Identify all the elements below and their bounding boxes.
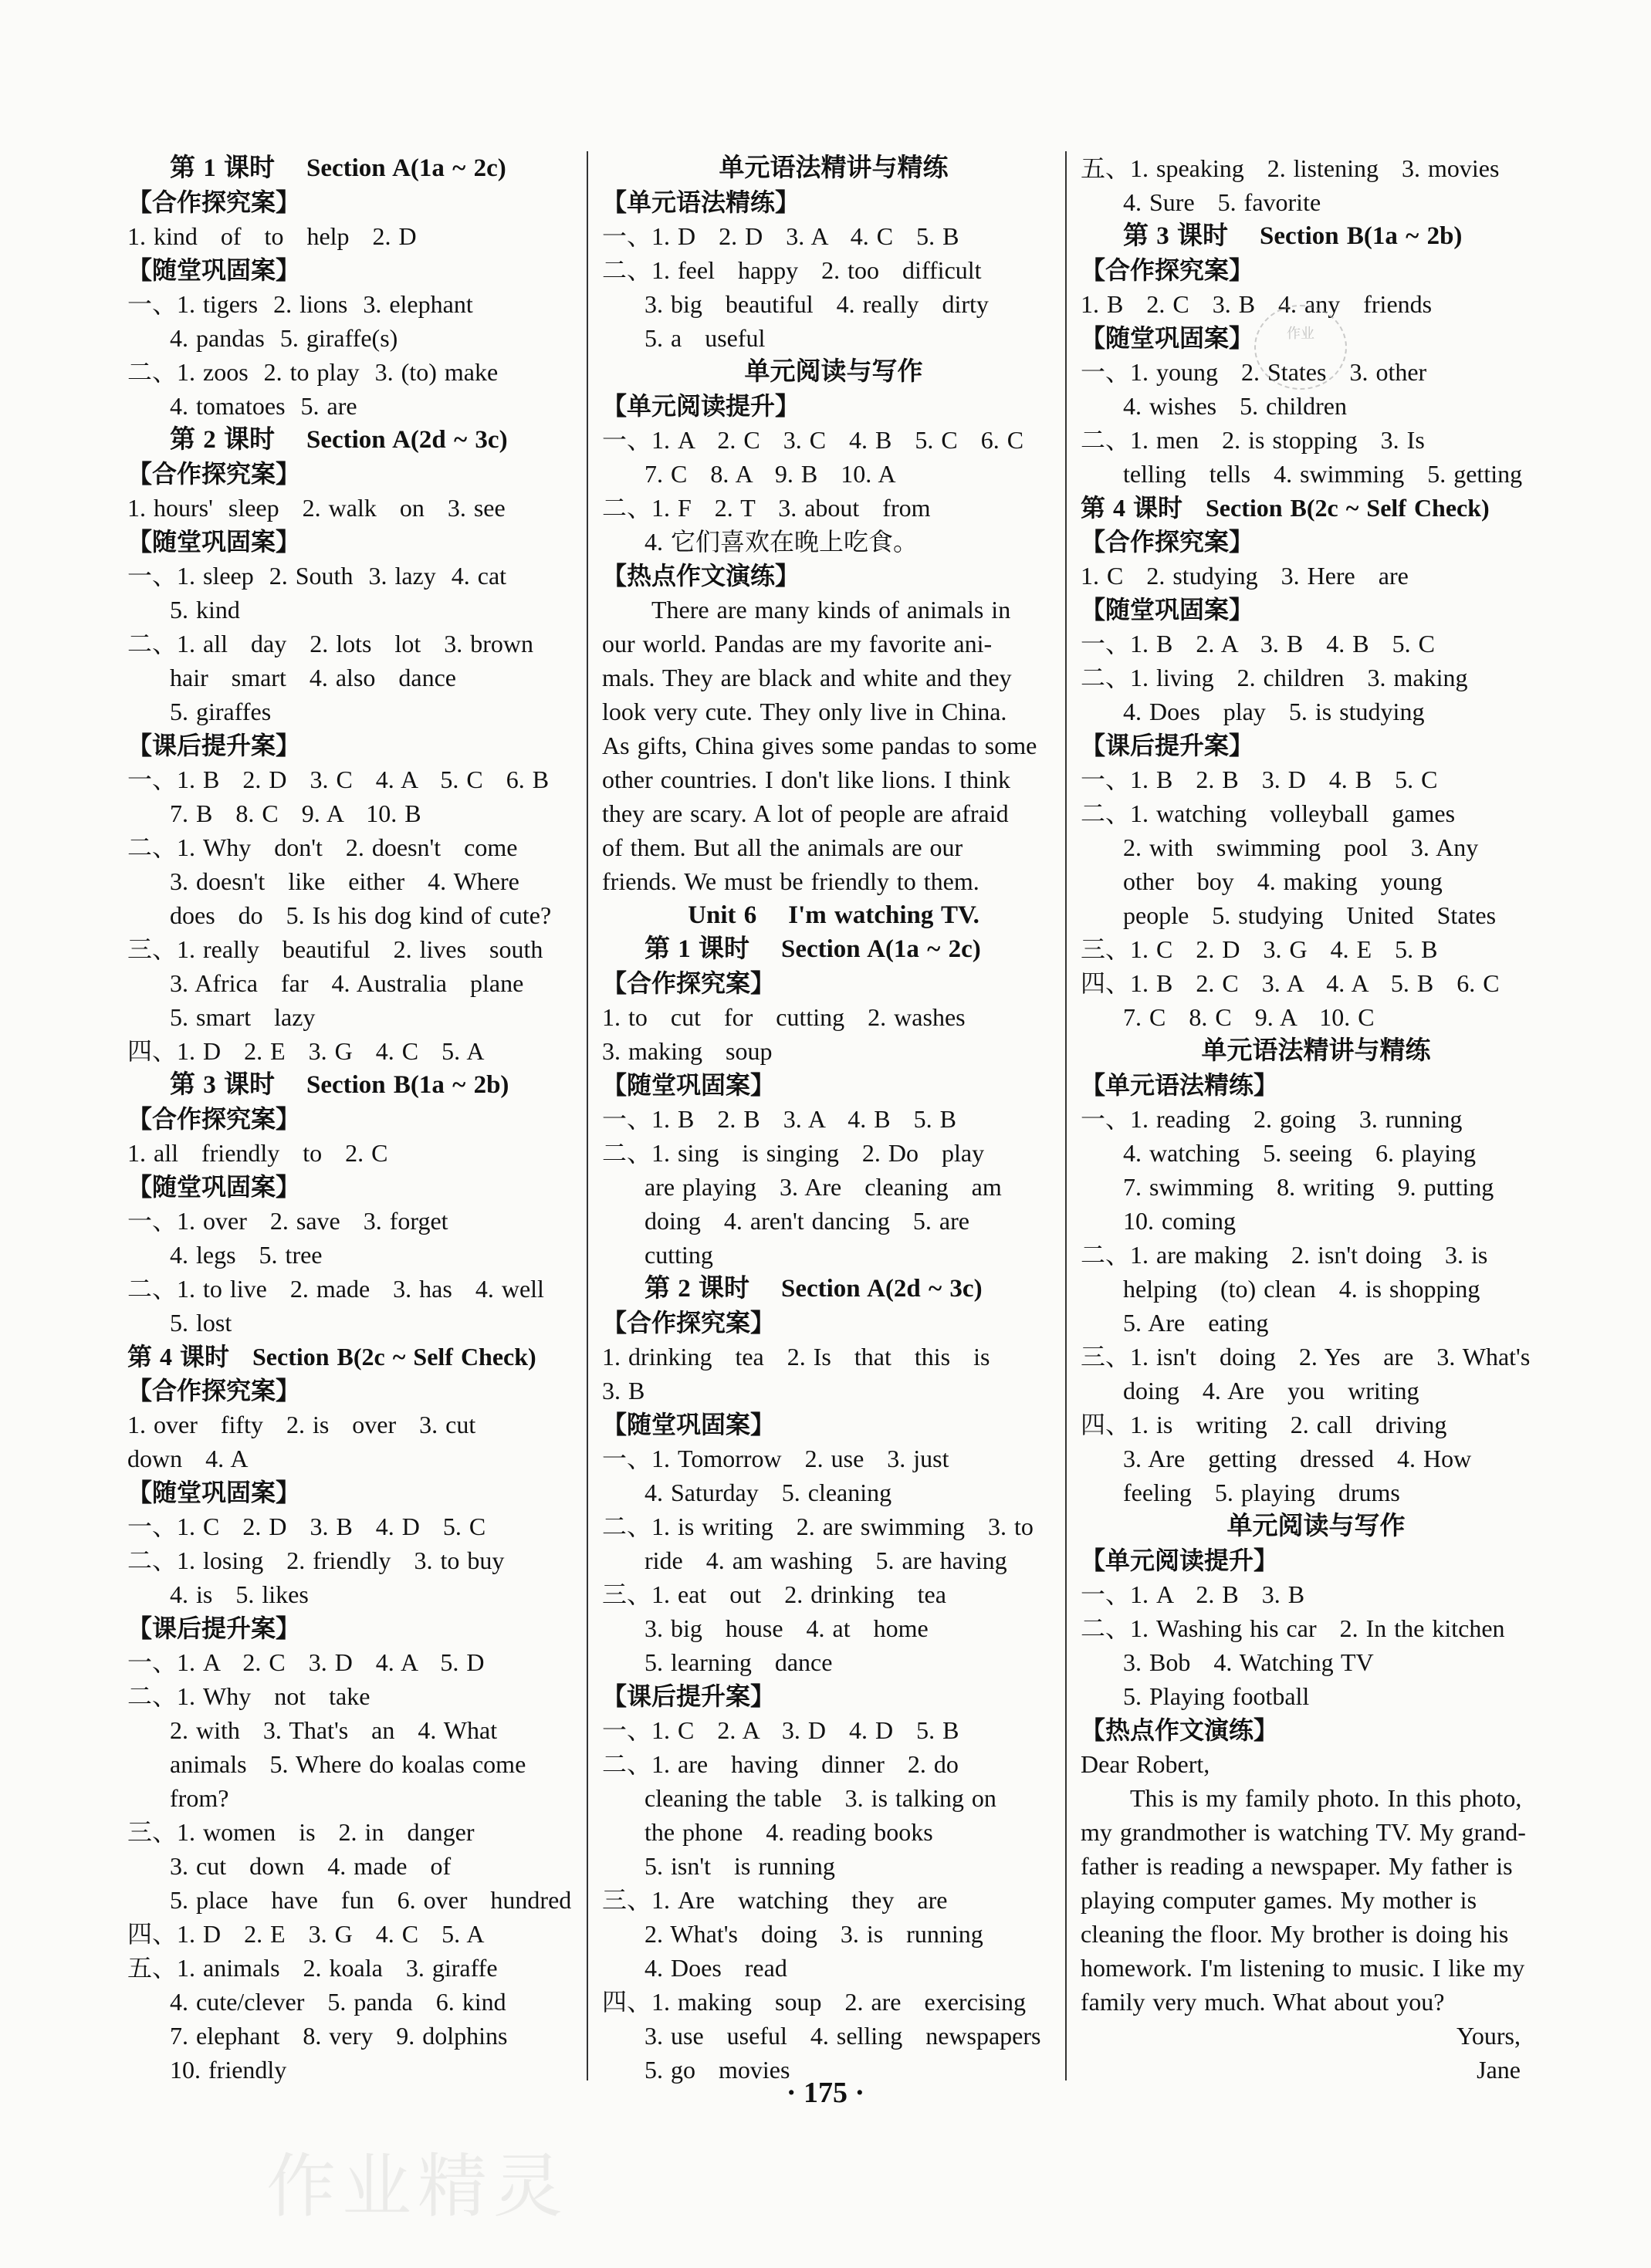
answer-line: 二、1. losing 2. friendly 3. to buy — [127, 1546, 505, 1574]
answer-line: 二、1. all day 2. lots lot 3. brown — [127, 630, 533, 657]
answer-line: cutting — [644, 1241, 713, 1269]
answer-line: This is my family photo. In this photo, — [1130, 1784, 1522, 1812]
answer-line: 1. drinking tea 2. Is that this is — [602, 1343, 990, 1371]
answer-line: hair smart 4. also dance — [170, 664, 456, 691]
answer-line: 3. use useful 4. selling newspapers — [644, 2022, 1041, 2050]
answer-line: 3. cut down 4. made of — [170, 1852, 452, 1880]
answer-line: 二、1. are making 2. isn't doing 3. is — [1081, 1241, 1488, 1269]
answer-line: 4. tomatoes 5. are — [170, 392, 357, 420]
section-heading: 单元语法精讲与精练 — [719, 154, 949, 182]
answer-line: 【合作探究案】 — [127, 460, 301, 488]
answer-line: Yours, — [1456, 2022, 1521, 2050]
answer-line: 4. Does read — [644, 1954, 787, 1982]
answer-line: 一、1. tigers 2. lions 3. elephant — [127, 290, 473, 318]
section-heading: Unit 6 I'm watching TV. — [688, 901, 979, 929]
answer-line: 四、1. B 2. C 3. A 4. A 5. B 6. C — [1081, 969, 1500, 997]
answer-line: 5. learning dance — [644, 1648, 833, 1676]
answer-line: 2. with 3. That's an 4. What — [170, 1716, 498, 1744]
answer-line: 【热点作文演练】 — [602, 562, 800, 590]
answer-line: homework. I'm listening to music. I like my — [1081, 1954, 1525, 1982]
answer-line: 1. to cut for cutting 2. washes — [602, 1003, 966, 1031]
answer-line: 【随堂巩固案】 — [1081, 324, 1254, 352]
answer-line: 二、1. zoos 2. to play 3. (to) make — [127, 358, 499, 386]
answer-line: 一、1. C 2. D 3. B 4. D 5. C — [127, 1513, 486, 1540]
answer-line: 二、1. Why don't 2. doesn't come — [127, 833, 518, 861]
answer-line: other boy 4. making young — [1123, 867, 1443, 895]
answer-line: 【随堂巩固案】 — [127, 1173, 301, 1201]
answer-line: 【单元阅读提升】 — [602, 392, 800, 420]
answer-line: 1. hours' sleep 2. walk on 3. see — [127, 494, 506, 522]
answer-line: 一、1. young 2. States 3. other — [1081, 358, 1427, 386]
answer-line: 【课后提升案】 — [127, 1614, 301, 1642]
answer-line: 1. B 2. C 3. B 4. any friends — [1081, 290, 1433, 318]
answer-line: 5. isn't is running — [644, 1852, 835, 1880]
stamp-mark: 作业 — [1254, 305, 1347, 390]
answer-line: 三、1. C 2. D 3. G 4. E 5. B — [1081, 935, 1438, 963]
answer-line: the phone 4. reading books — [644, 1818, 933, 1846]
answer-line: our world. Pandas are my favorite ani- — [602, 630, 993, 657]
answer-line: 二、1. Why not take — [127, 1682, 370, 1710]
answer-line: 二、1. living 2. children 3. making — [1081, 664, 1468, 691]
answer-line: 三、1. isn't doing 2. Yes are 3. What's — [1081, 1343, 1531, 1371]
answer-line: 一、1. D 2. D 3. A 4. C 5. B — [602, 222, 959, 250]
answer-line: does do 5. Is his dog kind of cute? — [170, 901, 552, 929]
answer-line: of them. But all the animals are our — [602, 833, 963, 861]
answer-line: are playing 3. Are cleaning am — [644, 1173, 1002, 1201]
answer-line: As gifts, China gives some pandas to some — [602, 732, 1037, 759]
answer-line: 1. all friendly to 2. C — [127, 1139, 388, 1167]
answer-line: 3. Africa far 4. Australia plane — [170, 969, 524, 997]
answer-line: 5. kind — [170, 596, 240, 624]
answer-line: 5. a useful — [644, 324, 766, 352]
answer-line: helping (to) clean 4. is shopping — [1123, 1275, 1480, 1303]
answer-line: 3. big beautiful 4. really dirty — [644, 290, 989, 318]
answer-line: 一、1. A 2. C 3. C 4. B 5. C 6. C — [602, 426, 1024, 454]
answer-line: Jane — [1477, 2056, 1521, 2084]
answer-line: 【随堂巩固案】 — [127, 1479, 301, 1506]
answer-line: 【课后提升案】 — [602, 1682, 776, 1710]
answer-line: 【单元语法精练】 — [1081, 1071, 1279, 1099]
answer-line: 二、1. sing is singing 2. Do play — [602, 1139, 985, 1167]
answer-line: playing computer games. My mother is — [1081, 1886, 1477, 1914]
answer-line: 【随堂巩固案】 — [127, 256, 301, 284]
answer-line: 3. B — [602, 1377, 645, 1404]
answer-line: from? — [170, 1784, 229, 1812]
answer-line: 4. 它们喜欢在晚上吃食。 — [644, 528, 919, 556]
answer-line: 【单元阅读提升】 — [1081, 1546, 1279, 1574]
answer-line: 二、1. watching volleyball games — [1081, 799, 1456, 827]
answer-line: 【合作探究案】 — [127, 1105, 301, 1133]
answer-line: There are many kinds of animals in — [651, 596, 1011, 624]
section-heading: 第 2 课时 Section A(2d ~ 3c) — [170, 426, 508, 454]
answer-line: 第 4 课时 Section B(2c ~ Self Check) — [127, 1343, 536, 1371]
answer-line: 一、1. A 2. C 3. D 4. A 5. D — [127, 1648, 485, 1676]
answer-line: 【合作探究案】 — [127, 1377, 301, 1404]
answer-line: ride 4. am washing 5. are having — [644, 1546, 1007, 1574]
answer-line: my grandmother is watching TV. My grand- — [1081, 1818, 1526, 1846]
answer-line: 四、1. D 2. E 3. G 4. C 5. A — [127, 1037, 485, 1065]
answer-line: look very cute. They only live in China. — [602, 698, 1007, 725]
page-number: · 175 · — [786, 2077, 865, 2109]
answer-line: 【随堂巩固案】 — [127, 528, 301, 556]
answer-line: 7. B 8. C 9. A 10. B — [170, 799, 421, 827]
answer-line: 【随堂巩固案】 — [602, 1071, 776, 1099]
answer-line: 7. C 8. A 9. B 10. A — [644, 460, 896, 488]
answer-line: 5. lost — [170, 1309, 232, 1337]
answer-line: 三、1. eat out 2. drinking tea — [602, 1580, 946, 1608]
answer-line: 2. What's doing 3. is running — [644, 1920, 983, 1948]
answer-line: 二、1. men 2. is stopping 3. Is — [1081, 426, 1425, 454]
answer-line: telling tells 4. swimming 5. getting — [1123, 460, 1523, 488]
answer-line: 二、1. F 2. T 3. about from — [602, 494, 931, 522]
answer-line: 二、1. is writing 2. are swimming 3. to — [602, 1513, 1034, 1540]
answer-line: 5. place have fun 6. over hundred — [170, 1886, 572, 1914]
section-heading: 第 3 课时 Section B(1a ~ 2b) — [1123, 222, 1463, 250]
answer-line: 【合作探究案】 — [602, 969, 776, 997]
answer-line: 4. cute/clever 5. panda 6. kind — [170, 1988, 506, 2016]
answer-line: 10. friendly — [170, 2056, 287, 2084]
answer-line: 5. Are eating — [1123, 1309, 1269, 1337]
section-heading: 第 1 课时 Section A(1a ~ 2c) — [644, 935, 981, 963]
answer-line: 1. over fifty 2. is over 3. cut — [127, 1411, 476, 1438]
answer-line: doing 4. Are you writing — [1123, 1377, 1419, 1404]
column-right — [1081, 151, 1551, 2087]
answer-line: 四、1. D 2. E 3. G 4. C 5. A — [127, 1920, 485, 1948]
answer-line: 4. is 5. likes — [170, 1580, 309, 1608]
answer-line: 第 4 课时 Section B(2c ~ Self Check) — [1081, 494, 1490, 522]
answer-line: 一、1. B 2. D 3. C 4. A 5. C 6. B — [127, 766, 550, 793]
section-heading: 单元阅读与写作 — [744, 358, 923, 386]
section-heading: 单元阅读与写作 — [1226, 1513, 1406, 1540]
section-heading: 第 2 课时 Section A(2d ~ 3c) — [644, 1275, 983, 1303]
answer-line: 【合作探究案】 — [127, 188, 301, 216]
answer-line: animals 5. Where do koalas come — [170, 1750, 526, 1778]
answer-line: 1. kind of to help 2. D — [127, 222, 417, 250]
answer-line: 四、1. is writing 2. call driving — [1081, 1411, 1447, 1438]
answer-line: 三、1. Are watching they are — [602, 1886, 948, 1914]
answer-line: 二、1. are having dinner 2. do — [602, 1750, 959, 1778]
answer-line: 一、1. B 2. B 3. D 4. B 5. C — [1081, 766, 1438, 793]
answer-line: 一、1. C 2. A 3. D 4. D 5. B — [602, 1716, 959, 1744]
column-middle — [602, 151, 1065, 2087]
answer-line: 二、1. Washing his car 2. In the kitchen — [1081, 1614, 1505, 1642]
answer-line: friends. We must be friendly to them. — [602, 867, 979, 895]
watermark: 作业精灵 — [266, 2146, 569, 2227]
answer-line: 【单元语法精练】 — [602, 188, 800, 216]
answer-line: 三、1. really beautiful 2. lives south — [127, 935, 543, 963]
answer-line: 四、1. making soup 2. are exercising — [602, 1988, 1027, 2016]
column-divider — [1065, 151, 1067, 2080]
column-left — [127, 151, 590, 2087]
answer-line: 【热点作文演练】 — [1081, 1716, 1279, 1744]
answer-line: 【课后提升案】 — [127, 732, 301, 759]
answer-line: 10. coming — [1123, 1207, 1236, 1235]
answer-line: father is reading a newspaper. My father is — [1081, 1852, 1513, 1880]
answer-line: 一、1. Tomorrow 2. use 3. just — [602, 1445, 949, 1472]
answer-line: 五、1. animals 2. koala 3. giraffe — [127, 1954, 498, 1982]
answer-line: 一、1. sleep 2. South 3. lazy 4. cat — [127, 562, 507, 590]
answer-line: 4. Sure 5. favorite — [1123, 188, 1321, 216]
answer-line: 3. big house 4. at home — [644, 1614, 929, 1642]
answer-line: 7. elephant 8. very 9. dolphins — [170, 2022, 508, 2050]
section-heading: 第 1 课时 Section A(1a ~ 2c) — [170, 154, 506, 182]
answer-line: 一、1. B 2. A 3. B 4. B 5. C — [1081, 630, 1435, 657]
column-divider — [587, 151, 588, 2080]
answer-line: 5. go movies — [644, 2056, 790, 2084]
answer-line: 一、1. B 2. B 3. A 4. B 5. B — [602, 1105, 956, 1133]
section-heading: 单元语法精讲与精练 — [1201, 1037, 1431, 1065]
answer-line: people 5. studying United States — [1123, 901, 1497, 929]
answer-line: 二、1. feel happy 2. too difficult — [602, 256, 982, 284]
answer-line: down 4. A — [127, 1445, 249, 1472]
answer-line: 一、1. reading 2. going 3. running — [1081, 1105, 1463, 1133]
answer-line: 【课后提升案】 — [1081, 732, 1254, 759]
answer-line: family very much. What about you? — [1081, 1988, 1445, 2016]
answer-line: 3. doesn't like either 4. Where — [170, 867, 519, 895]
section-heading: 第 3 课时 Section B(1a ~ 2b) — [170, 1071, 509, 1099]
answer-line: 【合作探究案】 — [1081, 528, 1254, 556]
answer-line: 4. legs 5. tree — [170, 1241, 323, 1269]
answer-line: 7. C 8. C 9. A 10. C — [1123, 1003, 1375, 1031]
answer-line: 【合作探究案】 — [1081, 256, 1254, 284]
answer-line: 5. giraffes — [170, 698, 272, 725]
answer-line: other countries. I don't like lions. I think — [602, 766, 1011, 793]
answer-line: mals. They are black and white and they — [602, 664, 1012, 691]
answer-line: 二、1. to live 2. made 3. has 4. well — [127, 1275, 544, 1303]
answer-line: Dear Robert, — [1081, 1750, 1210, 1778]
answer-line: 五、1. speaking 2. listening 3. movies — [1081, 154, 1500, 182]
answer-line: 【合作探究案】 — [602, 1309, 776, 1337]
answer-line: 1. C 2. studying 3. Here are — [1081, 562, 1409, 590]
answer-line: 3. Are getting dressed 4. How — [1123, 1445, 1472, 1472]
answer-line: they are scary. A lot of people are afraid — [602, 799, 1009, 827]
answer-line: doing 4. aren't dancing 5. are — [644, 1207, 969, 1235]
answer-line: 【随堂巩固案】 — [1081, 596, 1254, 624]
answer-line: 一、1. A 2. B 3. B — [1081, 1580, 1305, 1608]
answer-line: cleaning the table 3. is talking on — [644, 1784, 996, 1812]
answer-line: 3. making soup — [602, 1037, 773, 1065]
answer-line: 三、1. women is 2. in danger — [127, 1818, 475, 1846]
answer-line: 4. Does play 5. is studying — [1123, 698, 1425, 725]
answer-line: 5. smart lazy — [170, 1003, 316, 1031]
answer-line: 一、1. over 2. save 3. forget — [127, 1207, 448, 1235]
answer-line: 2. with swimming pool 3. Any — [1123, 833, 1479, 861]
answer-line: 4. Saturday 5. cleaning — [644, 1479, 892, 1506]
answer-line: 4. wishes 5. children — [1123, 392, 1347, 420]
answer-line: cleaning the floor. My brother is doing his — [1081, 1920, 1509, 1948]
answer-line: 7. swimming 8. writing 9. putting — [1123, 1173, 1494, 1201]
answer-line: 4. watching 5. seeing 6. playing — [1123, 1139, 1477, 1167]
answer-line: 【随堂巩固案】 — [602, 1411, 776, 1438]
answer-line: 5. Playing football — [1123, 1682, 1310, 1710]
answer-line: 4. pandas 5. giraffe(s) — [170, 324, 398, 352]
answer-line: feeling 5. playing drums — [1123, 1479, 1400, 1506]
answer-line: 3. Bob 4. Watching TV — [1123, 1648, 1374, 1676]
